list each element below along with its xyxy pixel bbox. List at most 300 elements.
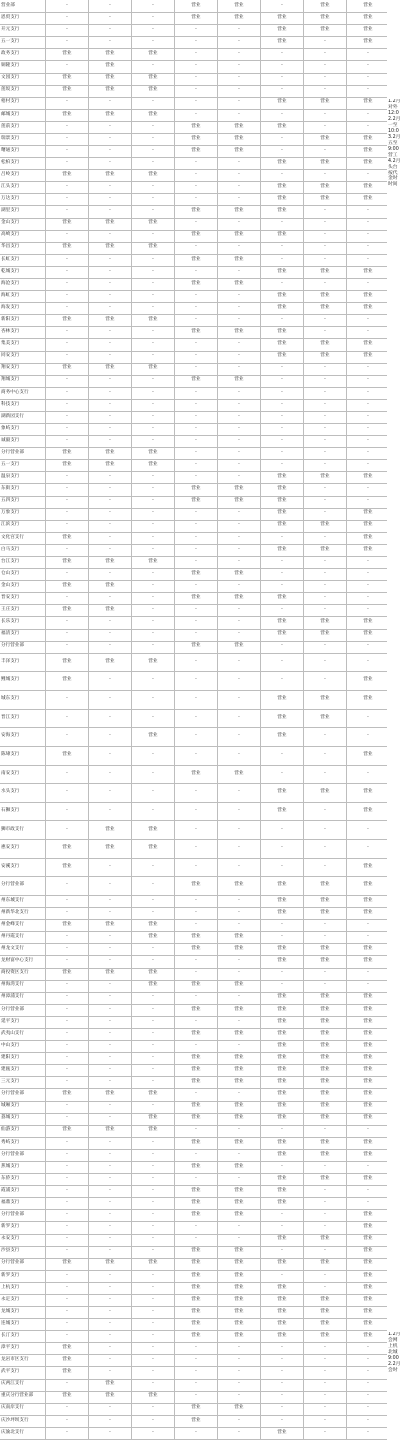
hours-cell: - [131, 1197, 174, 1209]
hours-cell: - [260, 820, 303, 839]
hours-cell: - [45, 471, 88, 483]
hours-cell: - [174, 1149, 217, 1161]
hours-cell: - [303, 205, 346, 217]
hours-cell: - [174, 447, 217, 459]
hours-cell: - [303, 980, 346, 992]
branch-name: 五一支行 [1, 38, 20, 44]
hours-cell: - [174, 580, 217, 592]
branch-name: 城厢支行 [1, 1103, 20, 1109]
hours-cell: 营业 [217, 1137, 260, 1149]
branch-name: 海虹支行 [1, 292, 20, 298]
hours-cell: - [217, 24, 260, 36]
hours-cell: - [217, 266, 260, 278]
hours-cell: 营业 [217, 230, 260, 242]
hours-cell: 营业 [174, 1113, 217, 1125]
hours-cell: 营业 [260, 1173, 303, 1185]
hours-cell: 营业 [174, 1330, 217, 1342]
table-row [0, 1427, 387, 1440]
hours-cell: - [303, 604, 346, 616]
hours-cell: - [88, 1342, 131, 1354]
hours-cell: - [260, 242, 303, 254]
hours-cell: - [346, 121, 389, 133]
hours-cell: - [346, 60, 389, 72]
branch-name: 海沧支行 [1, 280, 20, 286]
hours-cell: 营业 [88, 1258, 131, 1270]
hours-cell: - [260, 314, 303, 326]
hours-cell: - [45, 12, 88, 24]
hours-cell: - [131, 1403, 174, 1415]
branch-name: 福鼎支行 [1, 1199, 20, 1205]
hours-cell: 营业 [260, 496, 303, 508]
branch-name: 湖里支行 [1, 208, 20, 214]
branch-name: 诚毅支行 [1, 437, 20, 443]
hours-cell: - [45, 1137, 88, 1149]
hours-cell: - [174, 907, 217, 919]
hours-cell: - [131, 1234, 174, 1246]
branch-name: 庆南岸支行 [1, 1405, 24, 1411]
hours-cell: - [217, 435, 260, 447]
hours-cell: - [217, 109, 260, 121]
hours-cell: - [131, 629, 174, 641]
hours-cell: 营业 [346, 907, 389, 919]
hours-cell: - [174, 1391, 217, 1403]
hours-cell: - [260, 375, 303, 387]
hours-cell: 营业 [45, 968, 88, 980]
branch-name: 州丹霞支行 [1, 934, 24, 940]
hours-cell: - [88, 876, 131, 895]
hours-cell: 营业 [174, 1294, 217, 1306]
hours-cell: - [303, 375, 346, 387]
hours-cell: - [45, 145, 88, 157]
hours-cell: - [217, 858, 260, 877]
hours-cell: - [131, 1379, 174, 1391]
hours-cell: 营业 [88, 314, 131, 326]
hours-cell: - [217, 459, 260, 471]
hours-cell: - [131, 907, 174, 919]
hours-cell: 营业 [346, 36, 389, 48]
hours-cell: 营业 [174, 12, 217, 24]
hours-cell: - [45, 97, 88, 109]
hours-cell: 营业 [303, 1028, 346, 1040]
hours-cell: - [260, 919, 303, 931]
hours-cell: - [174, 709, 217, 728]
hours-cell: - [346, 1342, 389, 1354]
hours-cell: - [260, 1209, 303, 1221]
hours-cell: 营业 [131, 1258, 174, 1270]
hours-cell: - [174, 858, 217, 877]
hours-cell: 营业 [260, 802, 303, 821]
branch-name: 五四支行 [1, 498, 20, 504]
hours-cell: - [88, 121, 131, 133]
branch-name: 中山支行 [1, 1042, 20, 1048]
hours-cell: 营业 [303, 1101, 346, 1113]
hours-cell: - [131, 1270, 174, 1282]
hours-cell: 营业 [45, 447, 88, 459]
hours-cell: - [174, 992, 217, 1004]
hours-cell: - [174, 109, 217, 121]
hours-cell: 营业 [303, 520, 346, 532]
hours-cell: 营业 [260, 181, 303, 193]
hours-cell: 营业 [260, 544, 303, 556]
hours-cell: - [260, 411, 303, 423]
hours-cell: 营业 [217, 484, 260, 496]
branch-name: 五一支行 [1, 462, 20, 468]
hours-cell: - [131, 858, 174, 877]
hours-cell: - [131, 1294, 174, 1306]
hours-cell: - [131, 568, 174, 580]
hours-cell: - [88, 1209, 131, 1221]
hours-cell: - [45, 205, 88, 217]
hours-cell: 营业 [303, 24, 346, 36]
table-row [0, 820, 387, 840]
hours-cell: - [88, 727, 131, 746]
hours-cell: 营业 [131, 242, 174, 254]
hours-cell: - [174, 746, 217, 765]
hours-cell: - [260, 435, 303, 447]
hours-cell: - [303, 1403, 346, 1415]
hours-cell: 营业 [303, 1113, 346, 1125]
hours-cell: - [131, 12, 174, 24]
hours-cell: - [88, 992, 131, 1004]
hours-cell: - [303, 48, 346, 60]
hours-cell: - [45, 278, 88, 290]
hours-cell: - [88, 980, 131, 992]
hours-cell: 营业 [131, 653, 174, 672]
hours-cell: - [217, 1234, 260, 1246]
hours-cell: - [88, 181, 131, 193]
branch-name: 科技支行 [1, 401, 20, 407]
hours-cell: 营业 [88, 1088, 131, 1100]
hours-cell: - [217, 604, 260, 616]
hours-cell: 营业 [303, 1330, 346, 1342]
hours-cell: - [88, 133, 131, 145]
hours-cell: - [217, 919, 260, 931]
hours-cell: 营业 [260, 508, 303, 520]
hours-cell: 营业 [45, 746, 88, 765]
hours-cell: - [217, 97, 260, 109]
hours-cell: 营业 [260, 1318, 303, 1330]
hours-cell: - [131, 60, 174, 72]
hours-cell: 营业 [88, 218, 131, 230]
hours-cell: 营业 [45, 1391, 88, 1403]
branch-name: 乾城支行 [1, 268, 20, 274]
hours-cell: 营业 [303, 133, 346, 145]
note-line: 2.2月 [388, 1362, 400, 1368]
branch-name: 集美支行 [1, 341, 20, 347]
hours-cell: - [131, 0, 174, 12]
hours-cell: - [303, 1197, 346, 1209]
hours-cell: 营业 [346, 895, 389, 907]
hours-cell: - [45, 1185, 88, 1197]
hours-cell: - [45, 629, 88, 641]
hours-cell: - [131, 992, 174, 1004]
hours-cell: - [260, 1403, 303, 1415]
hours-cell: 营业 [346, 1113, 389, 1125]
hours-cell: - [45, 266, 88, 278]
hours-cell: 营业 [174, 326, 217, 338]
hours-cell: - [303, 968, 346, 980]
hours-cell: - [260, 931, 303, 943]
hours-cell: - [88, 1137, 131, 1149]
hours-cell: - [217, 580, 260, 592]
hours-cell: - [131, 1366, 174, 1378]
hours-cell: - [88, 278, 131, 290]
hours-cell: 营业 [217, 931, 260, 943]
hours-cell: - [45, 1306, 88, 1318]
hours-cell: - [346, 278, 389, 290]
hours-cell: - [346, 727, 389, 746]
hours-cell: - [303, 1415, 346, 1427]
branch-name: 高崎支行 [1, 232, 20, 238]
hours-cell: - [131, 508, 174, 520]
branch-name: 福清支行 [1, 631, 20, 637]
hours-cell: - [88, 387, 131, 399]
hours-cell: 营业 [260, 1088, 303, 1100]
hours-cell: - [88, 351, 131, 363]
hours-cell: 营业 [346, 193, 389, 205]
hours-cell: 营业 [131, 1391, 174, 1403]
hours-cell: 营业 [346, 133, 389, 145]
hours-cell: - [346, 411, 389, 423]
branch-name: 陈埭支行 [1, 751, 20, 757]
hours-cell: 营业 [303, 1016, 346, 1028]
hours-cell: - [174, 839, 217, 858]
hours-cell: 营业 [174, 931, 217, 943]
hours-cell: 营业 [303, 616, 346, 628]
note-line: 1.2月 [388, 98, 400, 104]
hours-cell: - [346, 1354, 389, 1366]
hours-cell: 营业 [88, 580, 131, 592]
hours-cell: 营业 [131, 919, 174, 931]
branch-name: 文化宫支行 [1, 534, 24, 540]
branch-name: 龙财富中心支行 [1, 958, 34, 964]
hours-cell: - [131, 955, 174, 967]
hours-cell: - [217, 907, 260, 919]
hours-cell: 营业 [260, 1101, 303, 1113]
hours-cell: 营业 [303, 157, 346, 169]
hours-cell: 营业 [303, 1258, 346, 1270]
hours-cell: - [131, 641, 174, 653]
hours-cell: - [45, 193, 88, 205]
hours-cell: - [131, 1282, 174, 1294]
hours-cell: 营业 [346, 783, 389, 802]
hours-cell: - [303, 254, 346, 266]
hours-cell: - [174, 97, 217, 109]
hours-cell: - [303, 671, 346, 690]
branch-name: 州新华北支行 [1, 909, 29, 915]
branch-name: 分行营业部 [1, 1212, 24, 1218]
hours-cell: 营业 [131, 839, 174, 858]
hours-cell: 营业 [260, 1330, 303, 1342]
hours-cell: - [260, 1354, 303, 1366]
hours-cell: - [131, 326, 174, 338]
branch-name: 文园支行 [1, 75, 20, 81]
hours-cell: - [45, 727, 88, 746]
hours-cell: - [88, 1270, 131, 1282]
hours-cell: - [131, 1040, 174, 1052]
hours-cell: - [346, 484, 389, 496]
hours-cell: 营业 [88, 1125, 131, 1137]
hours-cell: 营业 [174, 980, 217, 992]
hours-cell: - [131, 1427, 174, 1439]
hours-cell: 营业 [260, 992, 303, 1004]
hours-cell: - [45, 24, 88, 36]
hours-cell: 营业 [217, 254, 260, 266]
hours-cell: 营业 [217, 1306, 260, 1318]
branch-name: 重庆分行营业部 [1, 1393, 34, 1399]
hours-cell: - [88, 1185, 131, 1197]
note-line: 会网 [388, 1338, 398, 1344]
hours-cell: - [131, 1016, 174, 1028]
hours-cell: - [131, 266, 174, 278]
hours-cell: 营业 [217, 326, 260, 338]
hours-cell: 营业 [260, 1294, 303, 1306]
hours-cell: - [88, 375, 131, 387]
hours-cell: - [131, 157, 174, 169]
hours-cell: 营业 [260, 616, 303, 628]
note-line: 9:00 [388, 146, 399, 152]
note-line: 五至 [388, 140, 398, 146]
hours-cell: - [45, 1076, 88, 1088]
hours-cell: 营业 [131, 363, 174, 375]
hours-cell: - [217, 671, 260, 690]
hours-cell: 营业 [346, 508, 389, 520]
hours-cell: - [131, 1064, 174, 1076]
hours-cell: - [217, 411, 260, 423]
hours-cell: 营业 [260, 24, 303, 36]
hours-cell: - [174, 820, 217, 839]
hours-cell: - [45, 1040, 88, 1052]
hours-cell: - [217, 653, 260, 672]
hours-cell: - [260, 423, 303, 435]
hours-cell: 营业 [260, 193, 303, 205]
table-row [0, 727, 387, 747]
hours-cell: - [217, 1354, 260, 1366]
hours-cell: - [303, 423, 346, 435]
hours-cell: - [174, 157, 217, 169]
hours-cell: - [131, 604, 174, 616]
note-line: 时间 [388, 182, 398, 188]
hours-cell: 营业 [174, 375, 217, 387]
hours-cell: - [45, 1246, 88, 1258]
hours-cell: 营业 [303, 783, 346, 802]
hours-cell: - [131, 746, 174, 765]
hours-cell: - [131, 1330, 174, 1342]
hours-cell: - [45, 709, 88, 728]
hours-cell: - [45, 326, 88, 338]
hours-cell: 营业 [346, 1318, 389, 1330]
hours-cell: - [174, 604, 217, 616]
hours-cell: 营业 [346, 1101, 389, 1113]
hours-cell: 营业 [174, 1161, 217, 1173]
hours-cell: - [131, 1354, 174, 1366]
hours-cell: 营业 [260, 1040, 303, 1052]
hours-cell: 营业 [260, 157, 303, 169]
hours-cell: 营业 [346, 629, 389, 641]
hours-cell: 营业 [260, 876, 303, 895]
hours-cell: 营业 [174, 484, 217, 496]
hours-cell: 营业 [88, 919, 131, 931]
hours-cell: - [303, 109, 346, 121]
hours-cell: - [131, 1185, 174, 1197]
hours-cell: 营业 [45, 839, 88, 858]
hours-cell: 营业 [217, 1270, 260, 1282]
hours-cell: 营业 [346, 955, 389, 967]
hours-cell: - [174, 338, 217, 350]
hours-cell: 营业 [346, 992, 389, 1004]
hours-cell: - [303, 1427, 346, 1439]
hours-cell: - [45, 60, 88, 72]
branch-name: 瑞景支行 [1, 135, 20, 141]
branch-name: 石狮支行 [1, 807, 20, 813]
hours-cell: - [260, 459, 303, 471]
hours-cell: 营业 [217, 0, 260, 12]
note-line: 头台 [388, 164, 398, 170]
hours-cell: - [131, 592, 174, 604]
hours-cell: - [174, 169, 217, 181]
hours-cell: - [88, 1234, 131, 1246]
hours-cell: - [174, 1221, 217, 1233]
hours-cell: - [131, 97, 174, 109]
hours-cell: - [346, 919, 389, 931]
hours-cell: 营业 [88, 73, 131, 85]
hours-cell: - [346, 641, 389, 653]
hours-cell: - [217, 1149, 260, 1161]
hours-cell: 营业 [174, 1415, 217, 1427]
branch-name: 邮城支行 [1, 111, 20, 117]
hours-cell: 营业 [346, 671, 389, 690]
hours-cell: - [174, 48, 217, 60]
branch-name: 东街支行 [1, 486, 20, 492]
hours-cell: 营业 [174, 145, 217, 157]
hours-cell: - [217, 727, 260, 746]
hours-cell: 营业 [217, 1064, 260, 1076]
hours-cell: 营业 [260, 266, 303, 278]
hours-cell: - [131, 121, 174, 133]
hours-cell: - [88, 1028, 131, 1040]
hours-cell: - [346, 399, 389, 411]
hours-cell: - [346, 375, 389, 387]
hours-cell: 营业 [88, 85, 131, 97]
hours-cell: - [88, 1052, 131, 1064]
hours-cell: 营业 [217, 1113, 260, 1125]
hours-cell: 营业 [217, 765, 260, 784]
hours-cell: - [45, 435, 88, 447]
hours-cell: 营业 [174, 121, 217, 133]
hours-cell: 营业 [88, 556, 131, 568]
branch-name: 翔城支行 [1, 377, 20, 383]
hours-cell: - [45, 230, 88, 242]
hours-cell: 营业 [217, 1028, 260, 1040]
hours-cell: - [174, 218, 217, 230]
hours-cell: - [174, 193, 217, 205]
hours-cell: - [217, 387, 260, 399]
hours-cell: - [217, 242, 260, 254]
hours-cell: - [346, 218, 389, 230]
hours-cell: - [131, 580, 174, 592]
hours-cell: - [88, 671, 131, 690]
hours-cell: 营业 [45, 363, 88, 375]
hours-cell: - [131, 1209, 174, 1221]
hours-cell: 营业 [174, 1101, 217, 1113]
hours-cell: - [88, 1149, 131, 1161]
branch-name: 庆渝北支行 [1, 1429, 24, 1435]
hours-cell: - [131, 145, 174, 157]
hours-cell: 营业 [131, 169, 174, 181]
hours-cell: 营业 [260, 1258, 303, 1270]
hours-cell: - [174, 411, 217, 423]
hours-cell: 营业 [217, 1052, 260, 1064]
